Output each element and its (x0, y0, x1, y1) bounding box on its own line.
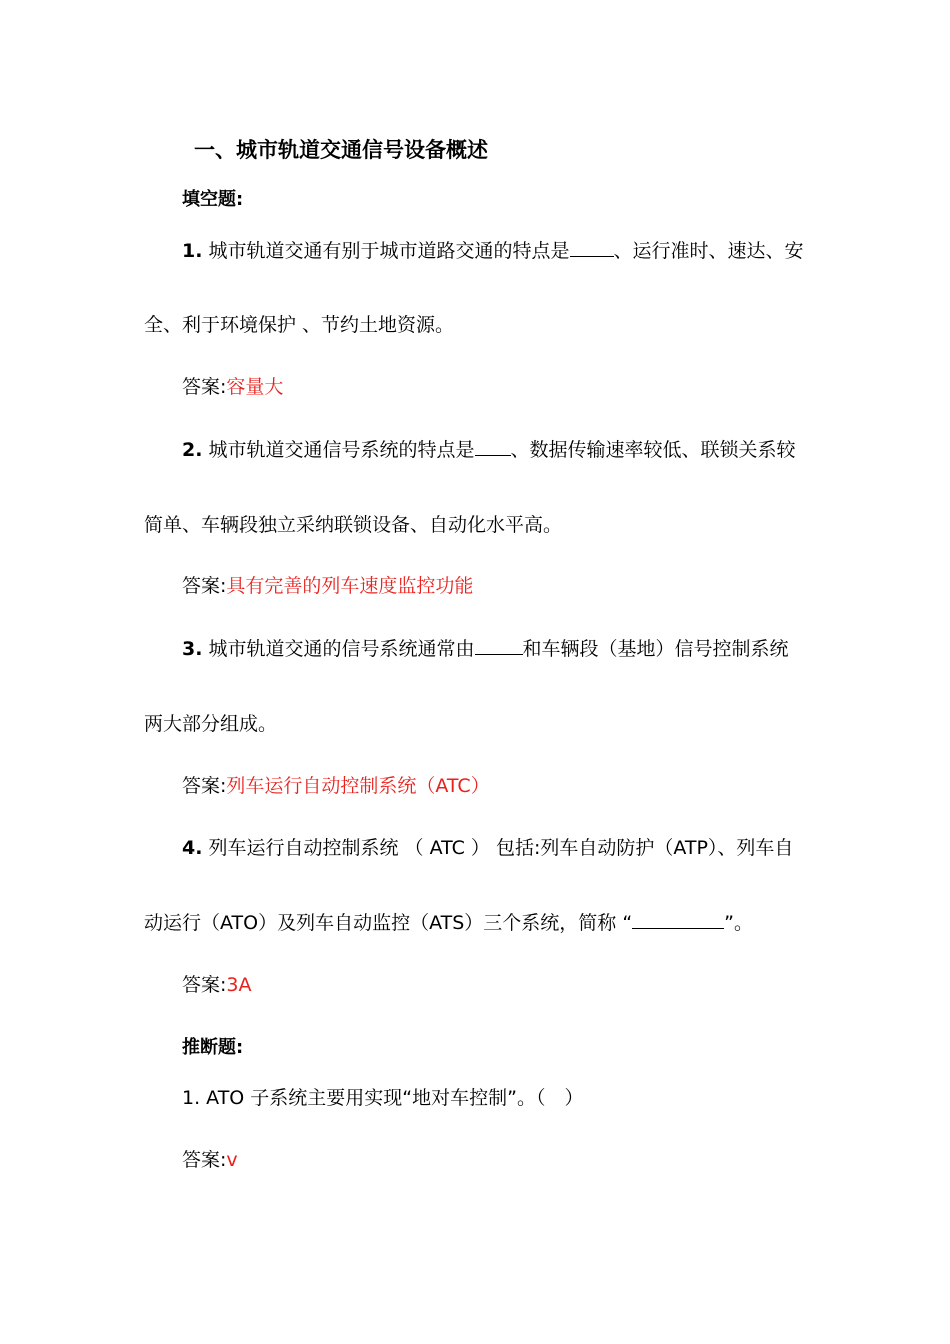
judge-question-1: 1. ATO 子系统主要用实现“地对车控制”。（ ） (182, 1087, 584, 1109)
question-2-line-1 (182, 437, 796, 463)
question-3-blank (475, 636, 523, 655)
answer-label: 答案: (182, 376, 227, 398)
question-1-text-before: 城市轨道交通有别于城市道路交通的特点是 (208, 240, 570, 262)
question-2-text-after: 、数据传输速率较低、联锁关系较 (510, 439, 796, 461)
answer-label: 答案: (182, 775, 227, 797)
question-1-line-1 (182, 238, 804, 264)
question-1-answer (182, 374, 283, 400)
question-2-answer (182, 573, 473, 599)
answer-value: 容量大 (226, 376, 284, 398)
answer-value: v (226, 1149, 238, 1171)
answer-label: 答案: (182, 974, 227, 996)
question-3-number: 3. (182, 638, 203, 660)
answer-value: 具有完善的列车速度监控功能 (226, 575, 474, 597)
question-3-text-after: 和车辆段（基地）信号控制系统 (522, 638, 789, 660)
question-4-blank (632, 910, 724, 929)
fill-section-label: 填空题: (182, 189, 244, 210)
question-4-line-1 (182, 835, 793, 861)
question-2-text-before: 城市轨道交通信号系统的特点是 (208, 439, 475, 461)
question-3-line-2: 两大部分组成。 (144, 713, 278, 735)
question-4-line-2 (144, 910, 753, 936)
answer-value: 3A (226, 974, 252, 996)
question-2-blank (475, 437, 511, 456)
question-1-line-2: 全、利于环境保护 、节约土地资源。 (144, 314, 455, 336)
question-4-text-before: 动运行（ATO）及列车自动监控（ATS）三个系统，简称 “ (144, 912, 633, 934)
question-4-number: 4. (182, 837, 203, 859)
judge-question-1-answer (182, 1147, 238, 1173)
question-3-text-before: 城市轨道交通的信号系统通常由 (208, 638, 475, 660)
judge-section-label: 推断题: (182, 1037, 244, 1058)
question-4-text-after: ”。 (724, 912, 754, 934)
question-1-text-after: 、运行准时、速达、安 (613, 240, 804, 262)
answer-value: 列车运行自动控制系统（ATC） (226, 775, 490, 797)
question-1-number: 1. (182, 240, 203, 262)
answer-label: 答案: (182, 575, 227, 597)
question-3-line-1 (182, 636, 789, 662)
question-2-line-2: 简单、车辆段独立采纳联锁设备、自动化水平高。 (144, 514, 563, 536)
question-2-number: 2. (182, 439, 203, 461)
page-title: 一、城市轨道交通信号设备概述 (194, 138, 488, 162)
question-4-answer (182, 972, 252, 998)
answer-label: 答案: (182, 1149, 227, 1171)
question-3-answer (182, 773, 490, 799)
question-4-text: 列车运行自动控制系统 （ ATC ） 包括:列车自动防护（ATP）、列车自 (208, 837, 794, 859)
question-1-blank (570, 238, 614, 257)
